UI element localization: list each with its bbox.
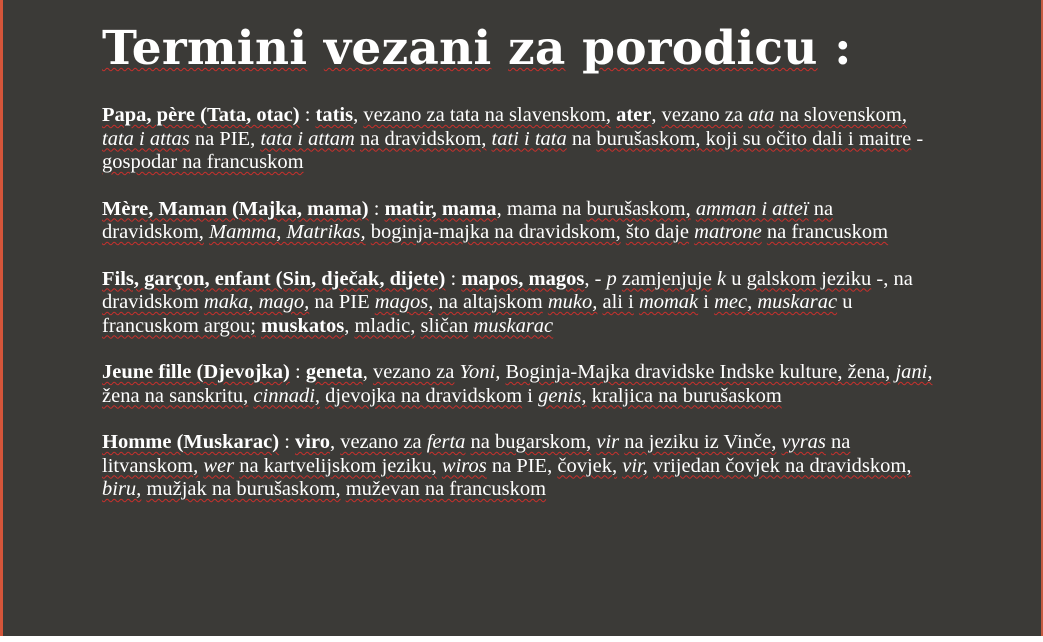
term-text: : (279, 431, 296, 453)
term-text: na PIE (309, 291, 375, 313)
term-text: vezano za (661, 104, 743, 126)
slide-body (102, 104, 937, 525)
term-paragraph (102, 104, 937, 175)
term-text: zamjenjuje (621, 267, 712, 290)
term-text: ali i (602, 291, 634, 313)
term-text: na francuskom (766, 221, 889, 243)
term-italic-text: matrone (694, 221, 762, 243)
term-text: na kartvelijskom jeziku, (239, 454, 437, 477)
term-text: na PIE, (486, 454, 558, 477)
term-italic-text: biru, (102, 478, 142, 500)
term-italic-text: tati i tata (491, 127, 567, 150)
term-text: na dravidskom, (360, 127, 487, 150)
term-text: francuskom argou; (102, 314, 256, 337)
term-italic-text: magos, (374, 291, 434, 313)
term-bold-text: geneta (305, 361, 363, 383)
title-word: vezani (323, 21, 492, 76)
term-italic-text: vyras (781, 431, 826, 453)
term-text: : (368, 197, 385, 220)
term-text: : (289, 361, 306, 383)
term-text: , (362, 361, 374, 383)
term-italic-text: Mamma, Matrikas, (209, 221, 366, 243)
term-text: , (353, 104, 364, 126)
term-text: , (329, 431, 341, 453)
term-text: na jeziku iz Vinče, (624, 431, 777, 453)
term-italic-text: mec, muskarac (714, 291, 838, 313)
term-text: i (698, 291, 715, 313)
term-text: sličan (420, 314, 469, 337)
term-italic-text: cinnadi, (253, 384, 321, 407)
term-bold-text: tatis (315, 104, 354, 126)
term-bold-text: mapos, magos (461, 267, 585, 290)
slide-title (102, 18, 852, 80)
term-text: vrijedan čovjek na dravidskom, (653, 454, 912, 477)
term-italic-text: tata i attas (102, 127, 190, 150)
title-word: Termini (102, 21, 308, 76)
term-text: kraljica na burušaskom (591, 384, 782, 407)
term-text: , (344, 314, 355, 337)
term-bold-text: Papa, père (Tata, otac) (102, 104, 300, 126)
term-text: dravidskom (102, 291, 199, 313)
term-text: mužjak na burušaskom, (146, 478, 341, 500)
title-word: za (508, 21, 566, 76)
term-text: burušaskom, (586, 197, 691, 220)
term-text: čovjek, (557, 454, 618, 477)
term-italic-text: Yoni, (459, 361, 501, 383)
term-paragraph (102, 198, 937, 245)
term-italic-text: k (716, 267, 727, 290)
term-paragraph (102, 431, 937, 502)
term-text: na PIE, (189, 127, 261, 150)
term-text: u (726, 267, 747, 290)
term-bold-text: Fils, garçon, enfant (Sin, dječak, dijete) (102, 267, 446, 290)
term-italic-text: ferta (426, 431, 466, 453)
term-text: , mama na (496, 197, 587, 220)
term-text: na slovenskom, (779, 104, 907, 126)
term-text: vezano za (373, 361, 455, 383)
term-text: na bugarskom, (470, 431, 592, 453)
term-text: djevojka na dravidskom (325, 384, 523, 407)
term-italic-text: muskarac (473, 314, 554, 337)
term-text: , - (584, 267, 607, 290)
term-text: što daje (625, 221, 690, 243)
term-bold-text: viro (295, 431, 330, 453)
term-italic-text: p (606, 267, 617, 290)
term-text: , (651, 104, 662, 126)
left-accent-border (0, 0, 3, 642)
term-bold-text: Mère, Maman (Majka, mama) (102, 197, 369, 220)
term-italic-text: jani, (895, 361, 933, 383)
term-italic-text: ata (748, 104, 775, 126)
term-bold-text: muskatos (261, 314, 345, 337)
term-italic-text: wer (203, 454, 235, 477)
term-text: boginja-majka na dravidskom, (370, 221, 621, 243)
term-paragraph (102, 361, 937, 408)
term-italic-text: momak (638, 291, 699, 313)
term-text: u (837, 291, 853, 313)
bottom-bar (0, 636, 1043, 642)
term-text: mladic, (354, 314, 416, 337)
term-text: vezano za tata na slavenskom, (363, 104, 611, 126)
term-text: : (299, 104, 316, 126)
title-word: : (834, 21, 852, 76)
term-text: muževan na francuskom (345, 478, 547, 500)
term-text: -, na (871, 267, 913, 290)
term-bold-text: matir, mama (384, 197, 497, 220)
term-text: na altajskom (438, 291, 543, 313)
term-italic-text: tata i attam (260, 127, 355, 150)
term-text: gospodar na francuskom (102, 151, 304, 173)
term-italic-text: genis, (538, 384, 587, 407)
term-text: : (445, 267, 462, 290)
term-bold-text: ater (616, 104, 652, 126)
term-italic-text: vir, (622, 454, 648, 477)
term-text: na (566, 127, 597, 150)
term-italic-text: wiros (441, 454, 487, 477)
term-text: na litvanskom, (102, 431, 851, 477)
term-paragraph (102, 268, 937, 339)
term-text: galskom jeziku (746, 267, 872, 290)
term-italic-text: vir (596, 431, 620, 453)
term-text: - (911, 127, 924, 150)
term-italic-text: muko, (547, 291, 598, 313)
term-text: i (522, 384, 539, 407)
term-text: burušaskom, koji su očito dali i maitre (596, 127, 912, 150)
term-text: žena na sanskritu, (102, 384, 249, 407)
title-word: porodicu (582, 21, 818, 76)
term-italic-text: amman i atteï (695, 197, 809, 220)
term-text: na dravidskom, (102, 197, 834, 243)
term-bold-text: Jeune fille (Djevojka) (102, 361, 290, 383)
term-bold-text: Homme (Muskarac) (102, 431, 280, 453)
term-text: Boginja-Majka dravidske Indske kulture, žena, (505, 361, 891, 383)
term-text: vezano za (340, 431, 422, 453)
term-italic-text: maka, mago, (203, 291, 310, 313)
